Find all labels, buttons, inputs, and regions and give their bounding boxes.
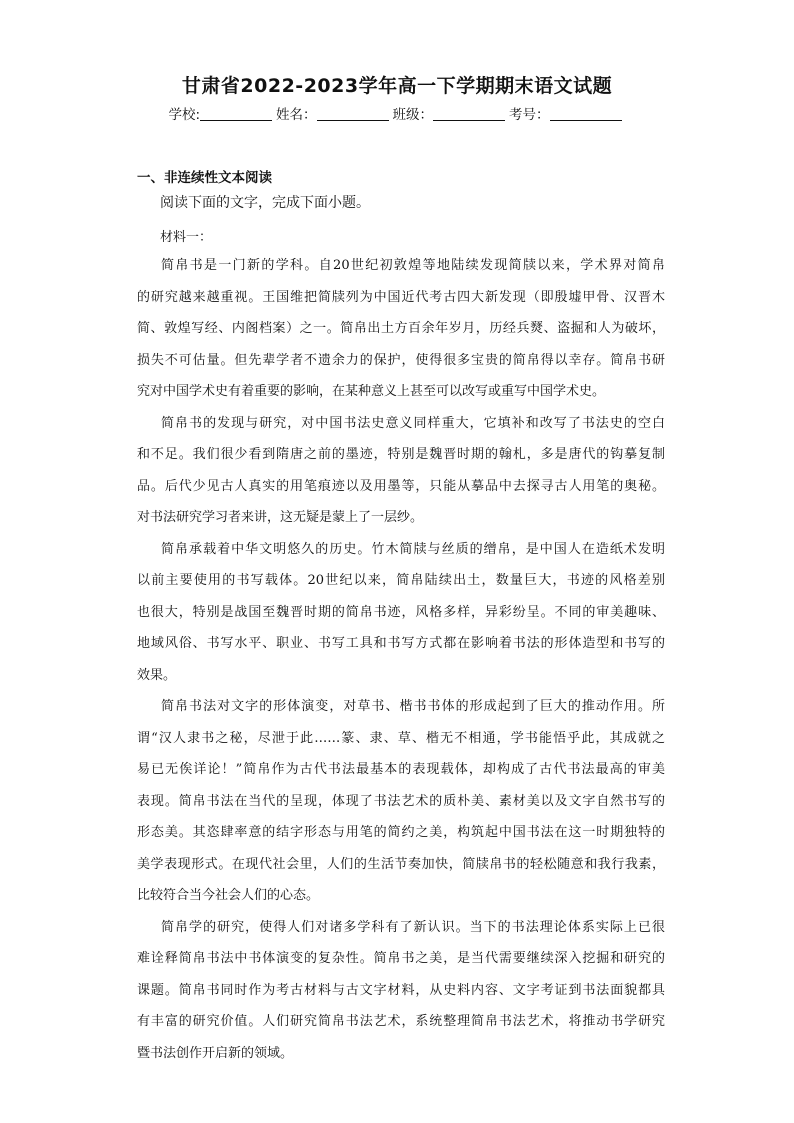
paragraph-line: 简帛书的发现与研究，对中国书法史意义同样重大，它填补和改写了书法史的空白: [161, 415, 665, 431]
student-info-line: [0, 103, 794, 123]
name-blank[interactable]: [317, 107, 389, 121]
paragraph-line: 暨书法创作开启新的领域。: [137, 1045, 294, 1061]
paragraph-line: 地域风俗、书写水平、职业、书写工具和书写方式都在影响着书法的形体造型和书写的: [137, 636, 665, 651]
paragraph-line: 难诠释简帛书法中书体演变的复杂性。简帛书之美，是当代需要继续深入挖掘和研究的: [137, 951, 665, 966]
paragraph-line: 品。后代少见古人真实的用笔痕迹以及用墨等，只能从摹品中去探寻古人用笔的奥秘。: [137, 478, 665, 494]
paragraph-line: 的研究越来越重视。王国维把简牍列为中国近代考古四大新发现（即殷墟甲骨、汉晋木: [137, 289, 665, 305]
paragraph: [137, 534, 665, 692]
number-blank[interactable]: [550, 107, 622, 121]
paragraph-line: 简帛书法对文字的形体演变，对草书、楷书书体的形成起到了巨大的推动作用。所: [161, 699, 665, 714]
paragraph-line: 简帛书是一门新的学科。自20世纪初敦煌等地陆续发现简牍以来，学术界对简帛: [161, 258, 665, 273]
paragraph-line: 易已无俟详论！”简帛作为古代书法最基本的表现载体，却构成了古代书法最高的审美: [137, 762, 665, 777]
paragraph-line: 对书法研究学习者来讲，这无疑是蒙上了一层纱。: [137, 510, 424, 525]
paragraph-line: 损失不可估量。但先辈学者不遗余力的保护，使得很多宝贵的简帛得以幸存。简帛书研: [137, 352, 665, 368]
article-body: [137, 250, 665, 1069]
paragraph-line: 形态美。其恣肆率意的结字形态与用笔的简约之美，构筑起中国书法在这一时期独特的: [137, 825, 665, 840]
paragraph-line: 表现。简帛书法在当代的呈现，体现了书法艺术的质朴美、素材美以及文字自然书写的: [137, 793, 665, 809]
section-heading: 一、非连续性文本阅读: [137, 170, 272, 186]
number-label: 考号：: [509, 107, 550, 123]
class-label: 班级：: [392, 107, 434, 123]
paragraph-line: 究对中国学术史有着重要的影响，在某种意义上甚至可以改写或重写中国学术史。: [137, 384, 606, 399]
paragraph-line: 课题。简帛书同时作为考古材料与古文字材料，从史料内容、文字考证到书法面貌都具: [137, 982, 665, 998]
paragraph-line: 简、敦煌写经、内阁档案）之一。简帛出土方百余年岁月，历经兵燹、盗掘和人为破坏，: [137, 321, 665, 336]
school-label: 学校:: [168, 107, 201, 123]
paragraph-line: 简帛承载着中华文明悠久的历史。竹木简牍与丝质的缯帛，是中国人在造纸术发明: [161, 541, 665, 557]
paragraph-line: 简帛学的研究，使得人们对诸多学科有了新认识。当下的书法理论体系实际上已很: [161, 919, 665, 935]
paragraph-line: 和不足。我们很少看到隋唐之前的墨迹，特别是魏晋时期的翰札，多是唐代的钩摹复制: [137, 447, 665, 462]
paragraph: [137, 250, 665, 408]
class-blank[interactable]: [433, 107, 505, 121]
instruction-text: 阅读下面的文字，完成下面小题。: [160, 195, 370, 211]
paragraph-line: 以前主要使用的书写载体。20世纪以来，简帛陆续出土，数量巨大，书迹的风格差别: [137, 573, 665, 588]
paragraph-line: 比较符合当今社会人们的心态。: [137, 888, 320, 903]
school-blank[interactable]: [200, 107, 272, 121]
paragraph-line: 美学表现形式。在现代社会里，人们的生活节奏加快，简牍帛书的轻松随意和我行我素，: [137, 856, 665, 872]
paragraph: [137, 691, 665, 912]
material-label: 材料一：: [160, 230, 213, 245]
paragraph-line: 有丰富的研究价值。人们研究简帛书法艺术，系统整理简帛书法艺术，将推动书学研究: [137, 1014, 665, 1029]
page-title: 甘肃省2022-2023学年高一下学期期末语文试题: [181, 75, 613, 97]
name-label: 姓名：: [276, 107, 317, 123]
paragraph-line: 效果。: [137, 667, 177, 683]
paragraph-line: 也很大，特别是战国至魏晋时期的简帛书迹，风格多样，异彩纷呈。不同的审美趣味、: [137, 604, 665, 620]
paragraph: [137, 912, 665, 1070]
paragraph-line: 谓“汉人隶书之秘，尽泄于此……篆、隶、草、楷无不相通，学书能悟乎此，其成就之: [137, 730, 665, 746]
paragraph: [137, 408, 665, 534]
